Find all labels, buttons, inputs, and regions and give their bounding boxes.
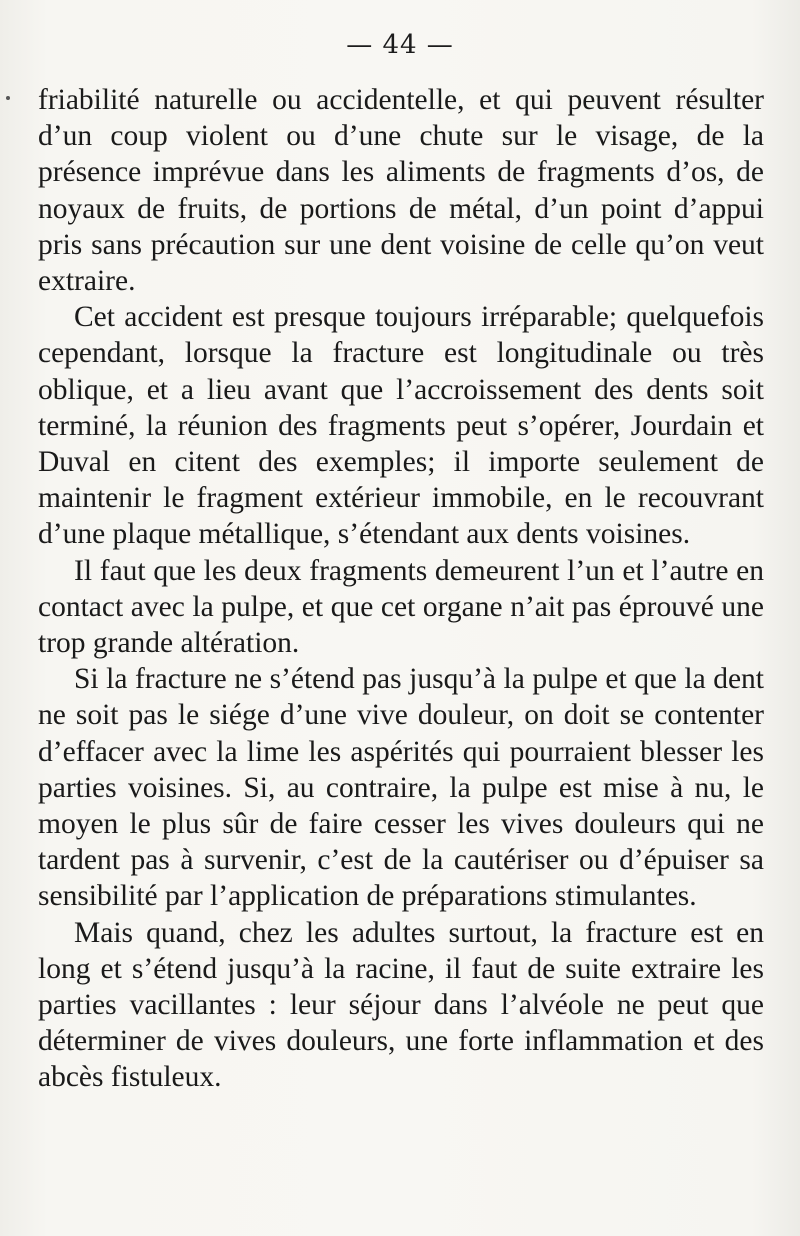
margin-mark <box>6 96 10 100</box>
paragraph-5: Mais quand, chez les adultes surtout, la fracture est en long et s’étend jusqu’à la racine, il faut de suite extraire les parties vacillantes : leur séjour dans l’alvéole ne peut que déterminer de vives douleurs, une forte inflammation et des abcès fistuleux. <box>38 916 764 1094</box>
paragraph-1: friabilité naturelle ou accidentelle, et qui peuvent résulter d’un coup violent ou d’une chute sur le visage, de la présence imprévue dans les aliments de fragments d’os, de noyaux de fruits, de portions de métal, d’un point d’appui pris sans précaution sur une dent voisine de celle qu’on veut extraire. <box>38 84 764 298</box>
body-text <box>38 82 764 1096</box>
page-number: — 44 — <box>346 30 454 60</box>
paragraph-2: Cet accident est presque toujours irréparable; quelquefois cependant, lorsque la fracture est longitudinale ou très oblique, et a lieu avant que l’accroissement des dents soit terminé, la réunion des fragments peut s’opérer, Jourdain et Duval en citent des exemples; il importe seulement de maintenir le fragment extérieur immobile, en le recouvrant d’une plaque métallique, s’étendant aux dents voisines. <box>38 301 764 551</box>
paragraph-3: Il faut que les deux fragments demeurent l’un et l’autre en contact avec la pulpe, et que cet organe n’ait pas éprouvé une trop grande altération. <box>38 554 764 660</box>
paragraph-4: Si la fracture ne s’étend pas jusqu’à la pulpe et que la dent ne soit pas le siége d’une vive douleur, on doit se contenter d’effacer avec la lime les aspérités qui pourraient blesser les parties voisines. Si, au contraire, la pulpe est mise à nu, le moyen le plus sûr de faire cesser les vives douleurs qui ne tardent pas à survenir, c’est de la cautériser ou d’épuiser sa sensibilité par l’application de préparations stimulantes. <box>38 663 764 913</box>
